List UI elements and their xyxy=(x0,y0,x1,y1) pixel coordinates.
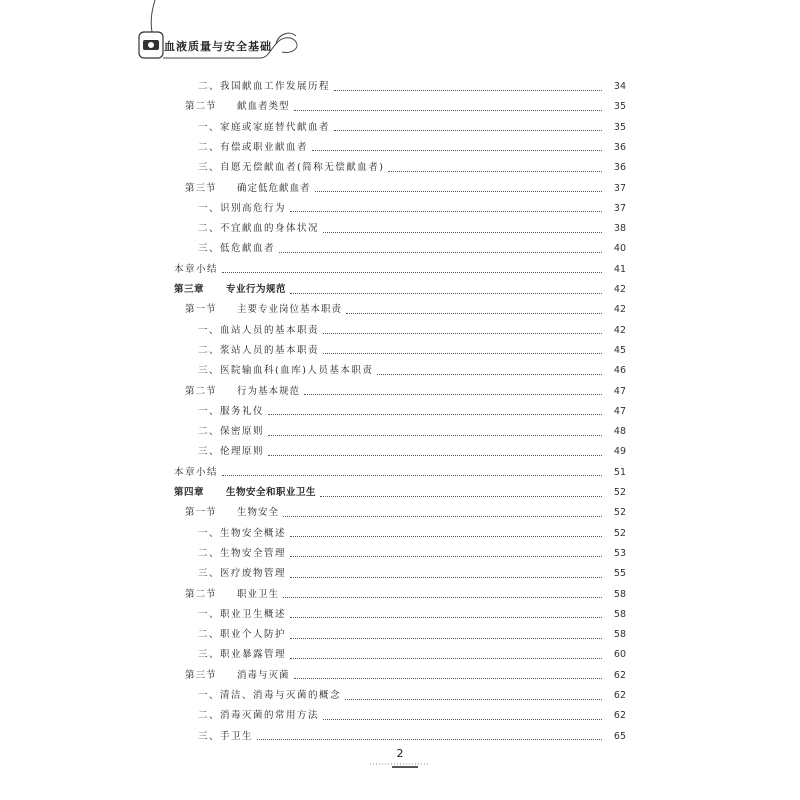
toc-entry-label: 三、手卫生 xyxy=(198,730,254,742)
dot-leader xyxy=(257,739,602,740)
toc-entry-item[interactable] xyxy=(198,645,626,665)
toc-entry-item[interactable] xyxy=(198,118,626,138)
toc-entry-chapter[interactable] xyxy=(174,483,626,503)
toc-entry-title xyxy=(198,686,341,706)
dot-leader xyxy=(334,90,602,91)
dot-leader xyxy=(323,353,602,354)
toc-page-number: 41 xyxy=(613,263,626,275)
toc-entry-title xyxy=(185,503,279,523)
toc-entry-item[interactable] xyxy=(198,199,626,219)
toc-entry-label: 一、识别高危行为 xyxy=(198,202,287,214)
dot-leader xyxy=(222,475,602,476)
toc-entry-label: 三、自愿无偿献血者(简称无偿献血者) xyxy=(198,162,385,174)
dot-leader xyxy=(323,719,602,720)
toc-entry-label: 一、血站人员的基本职责 xyxy=(198,324,320,336)
toc-page-number: 60 xyxy=(613,649,626,661)
dot-leader xyxy=(323,333,602,334)
toc-entry-label: 三、伦理原则 xyxy=(198,446,265,458)
dot-leader xyxy=(388,171,602,172)
toc-page-number: 58 xyxy=(613,608,626,620)
dot-leader xyxy=(283,597,602,598)
dot-leader xyxy=(315,191,602,192)
toc-entry-label: 本章小结 xyxy=(174,263,219,275)
toc-page-number: 58 xyxy=(613,629,626,641)
dot-leader xyxy=(294,110,602,111)
toc-entry-title xyxy=(174,280,286,300)
toc-entry-item[interactable] xyxy=(198,361,626,381)
dot-leader xyxy=(377,374,602,375)
toc-entry-title xyxy=(198,77,330,97)
toc-page-number: 48 xyxy=(613,426,626,438)
dot-leader xyxy=(290,577,602,578)
toc-entry-title xyxy=(198,645,286,665)
toc-entry-label: 三、医院输血科(血库)人员基本职责 xyxy=(198,365,374,377)
section-number: 第二节 xyxy=(185,588,217,600)
chapter-number: 第三章 xyxy=(174,284,205,295)
toc-entry-title xyxy=(198,625,286,645)
toc-entry-item[interactable] xyxy=(198,625,626,645)
toc-entry-label: 二、我国献血工作发展历程 xyxy=(198,81,331,92)
toc-entry-label: 一、职业卫生概述 xyxy=(198,608,287,620)
toc-entry-item[interactable] xyxy=(198,158,626,178)
toc-entry-label: 生物安全和职业卫生 xyxy=(226,487,317,498)
toc-entry-summary[interactable] xyxy=(174,260,626,280)
toc-entry-label: 二、职业个人防护 xyxy=(198,629,287,641)
toc-entry-title xyxy=(185,382,300,402)
chapter-number: 第四章 xyxy=(174,487,205,498)
toc-entry-label: 献血者类型 xyxy=(237,101,290,113)
toc-entry-item[interactable] xyxy=(198,544,626,564)
dot-leader xyxy=(320,496,602,497)
toc-entry-item[interactable] xyxy=(198,138,626,158)
toc-entry-label: 一、生物安全概述 xyxy=(198,527,287,539)
dot-leader xyxy=(304,394,602,395)
toc-entry-title xyxy=(198,138,308,158)
toc-entry-title xyxy=(198,361,373,381)
toc-entry-label: 职业卫生 xyxy=(237,588,280,600)
dot-leader xyxy=(283,516,602,517)
toc-entry-item[interactable] xyxy=(198,77,626,97)
toc-entry-label: 二、浆站人员的基本职责 xyxy=(198,344,320,356)
toc-entry-label: 二、保密原则 xyxy=(198,426,265,438)
section-number: 第三节 xyxy=(185,669,217,681)
toc-entry-item[interactable] xyxy=(198,402,626,422)
toc-entry-label: 二、消毒灭菌的常用方法 xyxy=(198,710,320,722)
toc-entry-item[interactable] xyxy=(198,321,626,341)
toc-page-number: 65 xyxy=(613,730,626,742)
section-number: 第二节 xyxy=(185,101,217,113)
toc-entry-title xyxy=(198,564,286,584)
toc-page-number: 34 xyxy=(613,81,626,92)
dot-leader xyxy=(268,435,602,436)
toc-page-number: 47 xyxy=(613,385,626,397)
toc-entry-title xyxy=(174,463,218,483)
toc-page-number: 55 xyxy=(613,568,626,580)
section-number: 第三节 xyxy=(185,182,217,194)
toc-page-number: 62 xyxy=(613,690,626,701)
toc-entry-label: 行为基本规范 xyxy=(237,385,301,397)
toc-entry-item[interactable] xyxy=(198,422,626,442)
toc-page-number: 52 xyxy=(613,507,626,519)
dot-leader xyxy=(279,252,602,253)
toc-entry-section[interactable] xyxy=(185,300,626,320)
toc-entry-title xyxy=(185,666,290,686)
toc-entry-label: 主要专业岗位基本职责 xyxy=(237,304,343,316)
toc-entry-title xyxy=(198,706,319,726)
toc-page-number: 51 xyxy=(613,466,626,478)
dot-leader xyxy=(345,699,602,700)
toc-entry-item[interactable] xyxy=(198,706,626,726)
section-number: 第一节 xyxy=(185,507,217,519)
toc-entry-label: 二、生物安全管理 xyxy=(198,547,287,559)
toc-entry-label: 消毒与灭菌 xyxy=(237,669,290,681)
dot-leader xyxy=(346,313,602,314)
toc-entry-title xyxy=(198,727,253,747)
toc-page-number: 40 xyxy=(613,243,626,255)
toc-entry-item[interactable] xyxy=(198,524,626,544)
toc-entry-title xyxy=(185,97,290,117)
toc-page-number: 58 xyxy=(613,588,626,600)
page-header xyxy=(0,0,800,70)
toc-entry-item[interactable] xyxy=(198,727,626,747)
dot-leader xyxy=(290,293,602,294)
toc-page-number: 53 xyxy=(613,547,626,559)
toc-page-number: 37 xyxy=(613,202,626,214)
toc-entry-label: 一、服务礼仪 xyxy=(198,405,265,417)
toc-page-number: 36 xyxy=(613,162,626,174)
toc-entry-title xyxy=(198,402,264,422)
toc-entry-section[interactable] xyxy=(185,585,626,605)
toc-page-number: 46 xyxy=(613,365,626,377)
toc-entry-item[interactable] xyxy=(198,686,626,706)
toc-page-number: 37 xyxy=(613,182,626,194)
toc-entry-section[interactable] xyxy=(185,382,626,402)
toc-entry-label: 一、家庭或家庭替代献血者 xyxy=(198,121,331,133)
dot-leader xyxy=(290,658,602,659)
toc-entry-title xyxy=(198,544,286,564)
toc-page-number: 52 xyxy=(613,527,626,539)
toc-entry-title xyxy=(198,118,330,138)
header-title: 血液质量与安全基础 xyxy=(164,40,272,53)
toc-page-number: 35 xyxy=(613,121,626,133)
toc-entry-label: 本章小结 xyxy=(174,466,219,478)
toc-entry-title xyxy=(198,199,286,219)
section-number: 第一节 xyxy=(185,304,217,316)
toc-page-number: 36 xyxy=(613,141,626,153)
toc-entry-label: 生物安全 xyxy=(237,507,280,519)
toc-entry-item[interactable] xyxy=(198,219,626,239)
toc-page-number: 42 xyxy=(613,324,626,336)
toc-page-number: 45 xyxy=(613,344,626,356)
toc-entry-title xyxy=(185,585,279,605)
header-decoration xyxy=(0,0,800,70)
toc-page-number: 42 xyxy=(613,284,626,295)
dot-leader xyxy=(290,211,602,212)
toc-entry-item[interactable] xyxy=(198,564,626,584)
dot-leader xyxy=(334,130,602,131)
section-number: 第二节 xyxy=(185,385,217,397)
toc-entry-title xyxy=(198,219,319,239)
toc-entry-item[interactable] xyxy=(198,239,626,259)
toc-entry-label: 二、有偿或职业献血者 xyxy=(198,141,309,153)
toc-page-number: 52 xyxy=(613,487,626,498)
toc-entry-section[interactable] xyxy=(185,666,626,686)
toc-entry-title xyxy=(185,300,342,320)
toc-entry-title xyxy=(198,442,264,462)
toc-page-number: 49 xyxy=(613,446,626,458)
toc-entry-label: 一、清洁、消毒与灭菌的概念 xyxy=(198,690,342,701)
toc-entry-title xyxy=(198,341,319,361)
toc-entry-title xyxy=(198,239,275,259)
dot-leader xyxy=(312,150,602,151)
dot-leader xyxy=(268,455,602,456)
toc-page-number: 47 xyxy=(613,405,626,417)
dot-leader xyxy=(290,638,602,639)
toc-entry-title xyxy=(185,179,311,199)
toc-page-number: 38 xyxy=(613,223,626,235)
toc-entry-chapter[interactable] xyxy=(174,280,626,300)
toc-page-number: 62 xyxy=(613,710,626,722)
toc-page-number: 35 xyxy=(613,101,626,113)
toc-entry-label: 三、低危献血者 xyxy=(198,243,276,255)
toc-entry-title xyxy=(198,524,286,544)
footer-decoration xyxy=(370,762,430,770)
toc-page-number: 62 xyxy=(613,669,626,681)
toc-entry-label: 确定低危献血者 xyxy=(237,182,311,194)
toc-page-number: 42 xyxy=(613,304,626,316)
dot-leader xyxy=(290,556,602,557)
toc-entry-section[interactable] xyxy=(185,179,626,199)
toc-entry-section[interactable] xyxy=(185,503,626,523)
dot-leader xyxy=(290,617,602,618)
toc-entry-summary[interactable] xyxy=(174,463,626,483)
toc-entry-title xyxy=(174,260,218,280)
toc-entry-label: 二、不宜献血的身体状况 xyxy=(198,223,320,235)
toc-entry-label: 专业行为规范 xyxy=(226,284,287,295)
toc-entry-label: 三、职业暴露管理 xyxy=(198,649,287,661)
toc-entry-title xyxy=(198,321,319,341)
page-number: 2 xyxy=(396,747,404,760)
dot-leader xyxy=(294,678,602,679)
toc-entry-item[interactable] xyxy=(198,341,626,361)
toc-entry-title xyxy=(174,483,316,503)
toc-entry-label: 三、医疗废物管理 xyxy=(198,568,287,580)
toc-entry-item[interactable] xyxy=(198,442,626,462)
dot-leader xyxy=(268,414,602,415)
dot-leader xyxy=(222,272,602,273)
dot-leader xyxy=(290,536,602,537)
toc-entry-title xyxy=(198,422,264,442)
toc-entry-section[interactable] xyxy=(185,97,626,117)
toc-entry-title xyxy=(198,158,384,178)
toc-entry-item[interactable] xyxy=(198,605,626,625)
toc-entry-title xyxy=(198,605,286,625)
dot-leader xyxy=(323,232,602,233)
